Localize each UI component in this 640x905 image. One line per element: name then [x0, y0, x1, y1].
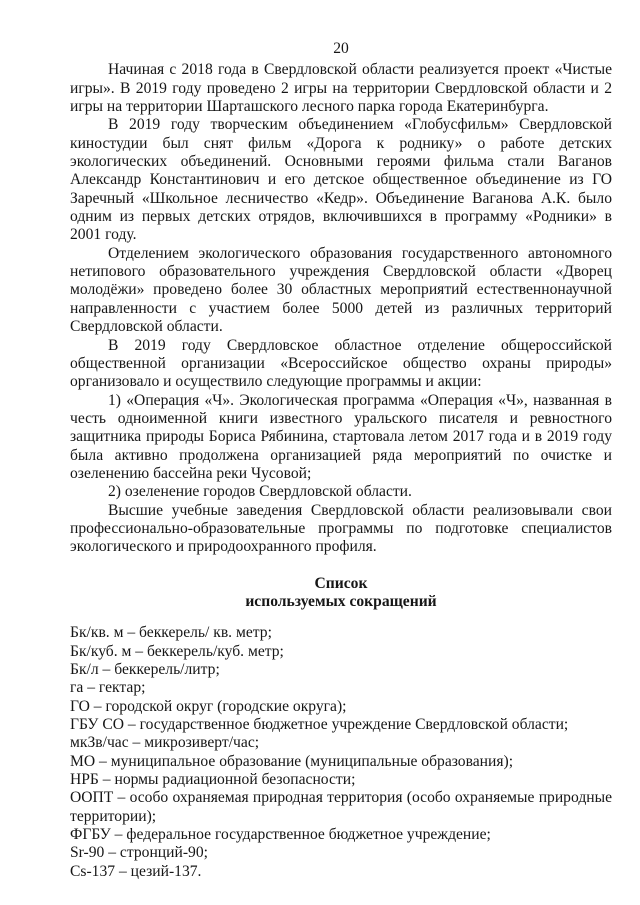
abbreviation-item: Бк/куб. м – беккерель/куб. метр; [70, 642, 284, 660]
abbreviation-item: НРБ – нормы радиационной безопасности; [70, 771, 356, 789]
section-heading-line2: используемых сокращений [245, 592, 437, 610]
page-number: 20 [333, 40, 349, 57]
abbreviation-item: Cs-137 – цезий-137. [70, 862, 202, 880]
abbreviation-item: ООПТ – особо охраняемая природная территория (особо охраняемые природные территории); [70, 789, 612, 825]
abbreviation-item: Бк/л – беккерель/литр; [70, 661, 220, 678]
paragraph: В 2019 году Свердловское областное отделение общероссийской общественной организации «Всероссийское общество охраны природы» организовало и осуществило следующие программы и акции: [70, 336, 612, 391]
paragraph: В 2019 году творческим объединением «Глобусфильм» Свердловской киностудии был снят фильм «Дорога к роднику» о работе детских экологических объединений. Основными героями фильма стали Ваганов Александр Константинович и его детское общественное объединение из ГО Заречный «Школьное лесничество «Кедр». Объединение Ваганова А.К. было одним из первых детских отрядов, включившихся в программу «Родники» в 2001 году. [70, 116, 612, 244]
section-heading-line1: Список [314, 574, 368, 592]
paragraph: Высшие учебные заведения Свердловской области реализовывали свои профессионально-образовательные программы по подготовке специалистов экологического и природоохранного профиля. [70, 501, 612, 556]
abbreviation-item: Бк/кв. м – беккерель/ кв. метр; [70, 624, 272, 642]
paragraph: 1) «Операция «Ч». Экологическая программа «Операция «Ч», названная в честь одноименной книги известного уральского писателя и ревностного защитника природы Бориса Рябинина, стартовала летом 2017 года и в 2019 году была активно продолжена организацией ряда мероприятий по очистке и озеленению бассейна реки Чусовой; [70, 391, 612, 482]
paragraph: 2) озеленение городов Свердловской области. [108, 483, 412, 501]
abbreviation-item: га – гектар; [70, 679, 146, 697]
abbreviation-list [70, 624, 612, 881]
abbreviation-item: ГО – городской округ (городские округа); [70, 697, 347, 715]
paragraph: Отделением экологического образования государственного автономного нетипового образовательного учреждения Свердловской области «Дворец молодёжи» проведено более 30 областных мероприятий естественнонаучной направленности с участием более 5000 детей из различных территорий Свердловской области. [70, 244, 612, 336]
abbreviation-item: МО – муниципальное образование (муниципальные образования); [70, 752, 514, 770]
abbreviation-item: Sr-90 – стронций-90; [70, 844, 208, 862]
abbreviation-item: ГБУ СО – государственное бюджетное учреждение Свердловской области; [70, 716, 569, 734]
abbreviation-item: мкЗв/час – микрозиверт/час; [70, 734, 260, 752]
paragraph: Начиная с 2018 года в Свердловской области реализуется проект «Чистые игры». В 2019 году проведено 2 игры на территории Свердловской области и 2 игры на территории Шарташского лесного парка города Екатеринбурга. [70, 61, 612, 116]
abbreviation-item: ФГБУ – федеральное государственное бюджетное учреждение; [70, 826, 491, 844]
section-heading [70, 575, 612, 612]
